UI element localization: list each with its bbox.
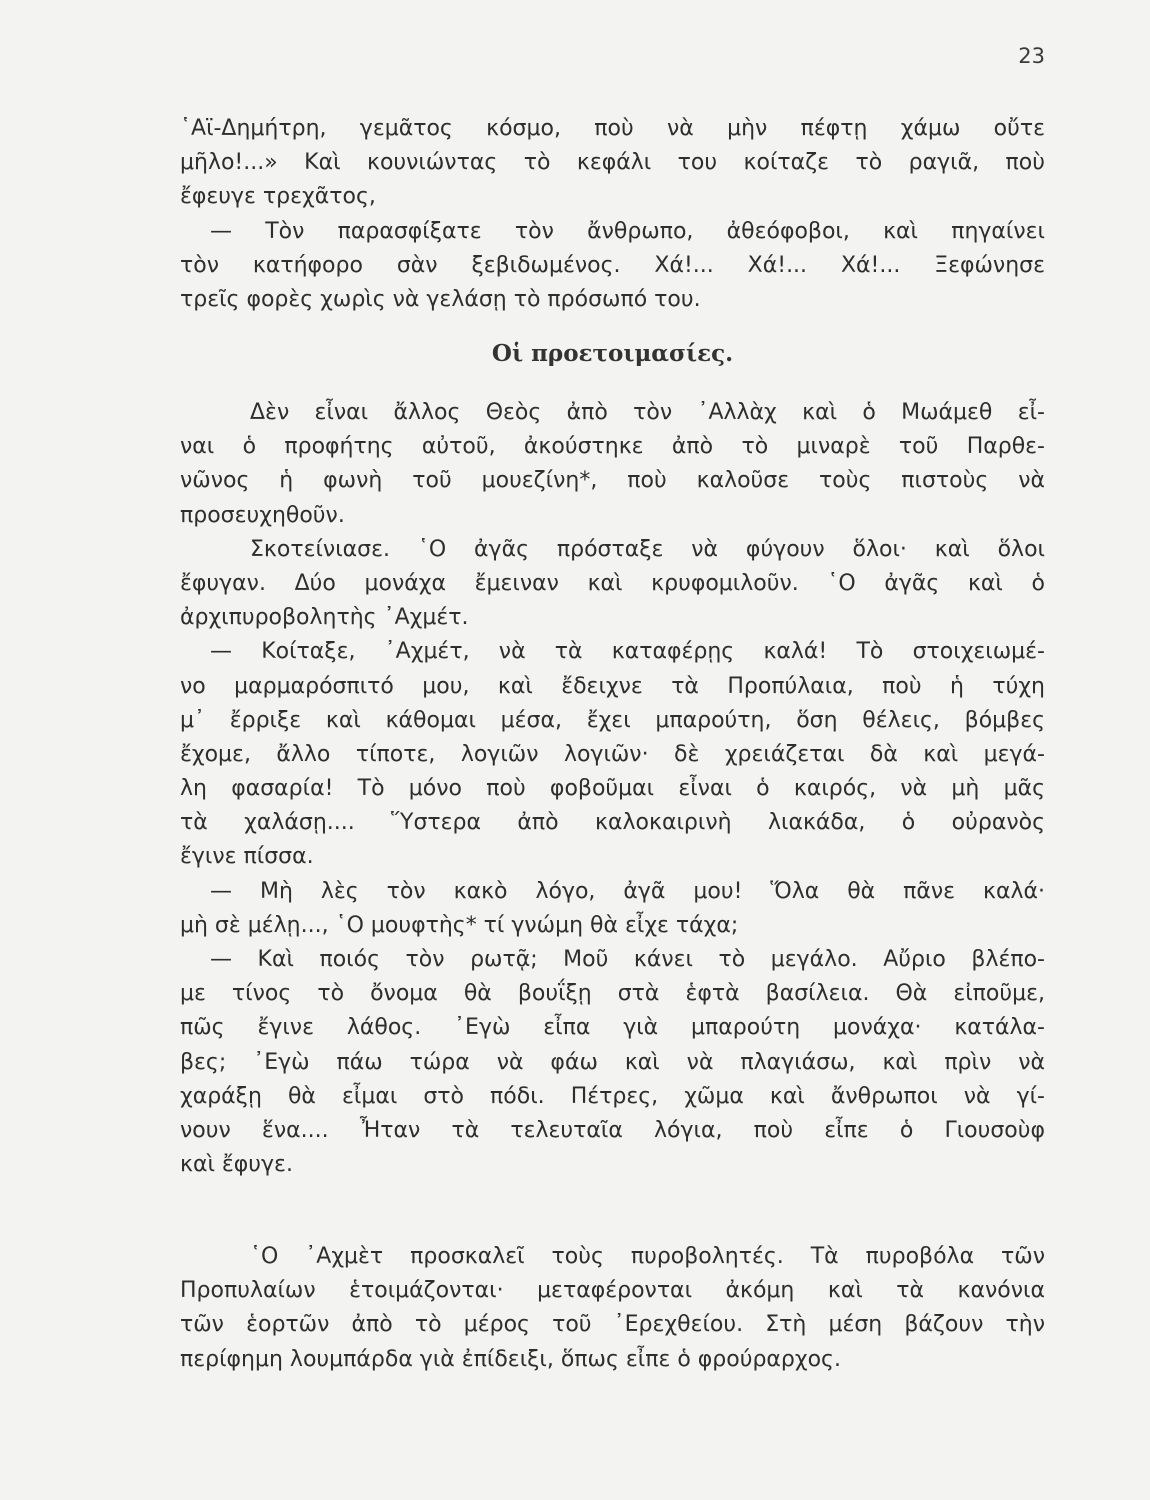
text-line: βες; ᾿Εγὼ πάω τώρα νὰ φάω καὶ νὰ πλαγιάσω, καὶ πρὶν νὰ: [180, 1049, 1045, 1075]
text-line: καὶ ἔφυγε.: [180, 1152, 293, 1178]
text-block-2: [180, 396, 1045, 1182]
text-line: — Τὸν παρασφίξατε τὸν ἄνθρωπο, ἀθεόφοβοι, καὶ πηγαίνει: [210, 218, 1045, 244]
text-line: λη φασαρία! Τὸ μόνο ποὺ φοβοῦμαι εἶναι ὁ καιρός, νὰ μὴ μᾶς: [180, 776, 1045, 802]
text-line: χαράξῃ θὰ εἶμαι στὸ πόδι. Πέτρες, χῶμα καὶ ἄνθρωποι νὰ γί-: [180, 1083, 1045, 1109]
text-line: — Καὶ ποιός τὸν ρωτᾷ; Μοῦ κάνει τὸ μεγάλο. Αὔριο βλέπο-: [210, 947, 1045, 972]
text-line: νο μαρμαρόσπιτό μου, καὶ ἔδειχνε τὰ Προπύλαια, ποὺ ἡ τύχη: [180, 673, 1045, 699]
text-line: ἔφυγαν. Δύο μονάχα ἔμειναν καὶ κρυφομιλοῦν. ῾Ο ἀγᾶς καὶ ὁ: [180, 570, 1045, 596]
text-line: ἔφευγε τρεχᾶτος,: [180, 184, 376, 210]
page-number: 23: [1018, 44, 1045, 68]
text-line: τρεῖς φορὲς χωρὶς νὰ γελάσῃ τὸ πρόσωπό του.: [180, 286, 701, 312]
section-heading: Οἱ προετοιμασίες.: [491, 340, 734, 367]
text-line: τὸν κατήφορο σὰν ξεβιδωμένος. Χά!... Χά!... Χά!... Ξεφώνησε: [180, 252, 1045, 278]
text-line: — Κοίταξε, ᾿Αχμέτ, νὰ τὰ καταφέρῃς καλά! Τὸ στοιχειωμέ-: [210, 639, 1045, 665]
text-line: Δὲν εἶναι ἄλλος Θεὸς ἀπὸ τὸν ᾿Αλλὰχ καὶ ὁ Μωάμεθ εἶ-: [250, 400, 1045, 425]
text-line: ἀρχιπυροβολητὴς ᾿Αχμέτ.: [180, 605, 469, 631]
text-line: ῾Ο ᾿Αχμὲτ προσκαλεῖ τοὺς πυροβολητές. Τὰ πυροβόλα τῶν: [250, 1244, 1045, 1269]
text-line: με τίνος τὸ ὄνομα θὰ βουΐξῃ στὰ ἑφτὰ βασίλεια. Θὰ εἰποῦμε,: [180, 981, 1045, 1007]
text-line: Προπυλαίων ἑτοιμάζονται· μεταφέρονται ἀκόμη καὶ τὰ κανόνια: [180, 1278, 1045, 1304]
text-line: μῆλο!...» Καὶ κουνιώντας τὸ κεφάλι του κοίταζε τὸ ραγιᾶ, ποὺ: [180, 150, 1045, 176]
text-block-1: [180, 112, 1045, 317]
text-line: τὰ χαλάσῃ.... Ὕστερα ἀπὸ καλοκαιρινὴ λιακάδα, ὁ οὐρανὸς: [180, 810, 1045, 836]
text-line: περίφημη λουμπάρδα γιὰ ἐπίδειξι, ὅπως εἶπε ὁ φρούραρχος.: [180, 1346, 841, 1372]
text-line: τῶν ἑορτῶν ἀπὸ τὸ μέρος τοῦ ᾿Ερεχθείου. Στὴ μέση βάζουν τὴν: [180, 1312, 1045, 1338]
text-line: ῾Αϊ-Δημήτρη, γεμᾶτος κόσμο, ποὺ νὰ μὴν πέφτῃ χάμω οὔτε: [180, 116, 1045, 141]
text-line: νῶνος ἡ φωνὴ τοῦ μουεζίνη*, ποὺ καλοῦσε τοὺς πιστοὺς νὰ: [180, 468, 1045, 494]
text-line: ναι ὁ προφήτης αὐτοῦ, ἀκούστηκε ἀπὸ τὸ μιναρὲ τοῦ Παρθε-: [180, 434, 1045, 460]
text-line: πῶς ἔγινε λάθος. ᾿Εγὼ εἶπα γιὰ μπαρούτη μονάχα· κατάλα-: [180, 1015, 1045, 1041]
text-line: μὴ σὲ μέλῃ..., ῾Ο μουφτὴς* τί γνώμη θὰ εἶχε τάχα;: [180, 912, 739, 938]
text-line: ἔχομε, ἄλλο τίποτε, λογιῶν λογιῶν· δὲ χρειάζεται δὰ καὶ μεγά-: [180, 741, 1045, 767]
text-line: μ᾿ ἔρριξε καὶ κάθομαι μέσα, ἔχει μπαρούτη, ὅση θέλεις, βόμβες: [180, 707, 1045, 733]
text-line: νουν ἕνα.... Ἦταν τὰ τελευταῖα λόγια, ποὺ εἶπε ὁ Γιουσοὺφ: [180, 1117, 1045, 1143]
text-line: ἔγινε πίσσα.: [180, 844, 314, 870]
text-block-3: [180, 1240, 1045, 1377]
text-line: προσευχηθοῦν.: [180, 502, 345, 528]
text-line: Σκοτείνιασε. ῾Ο ἀγᾶς πρόσταξε νὰ φύγουν ὅλοι· καὶ ὅλοι: [250, 536, 1045, 562]
text-line: — Μὴ λὲς τὸν κακὸ λόγο, ἀγᾶ μου! Ὅλα θὰ πᾶνε καλά·: [210, 878, 1045, 904]
